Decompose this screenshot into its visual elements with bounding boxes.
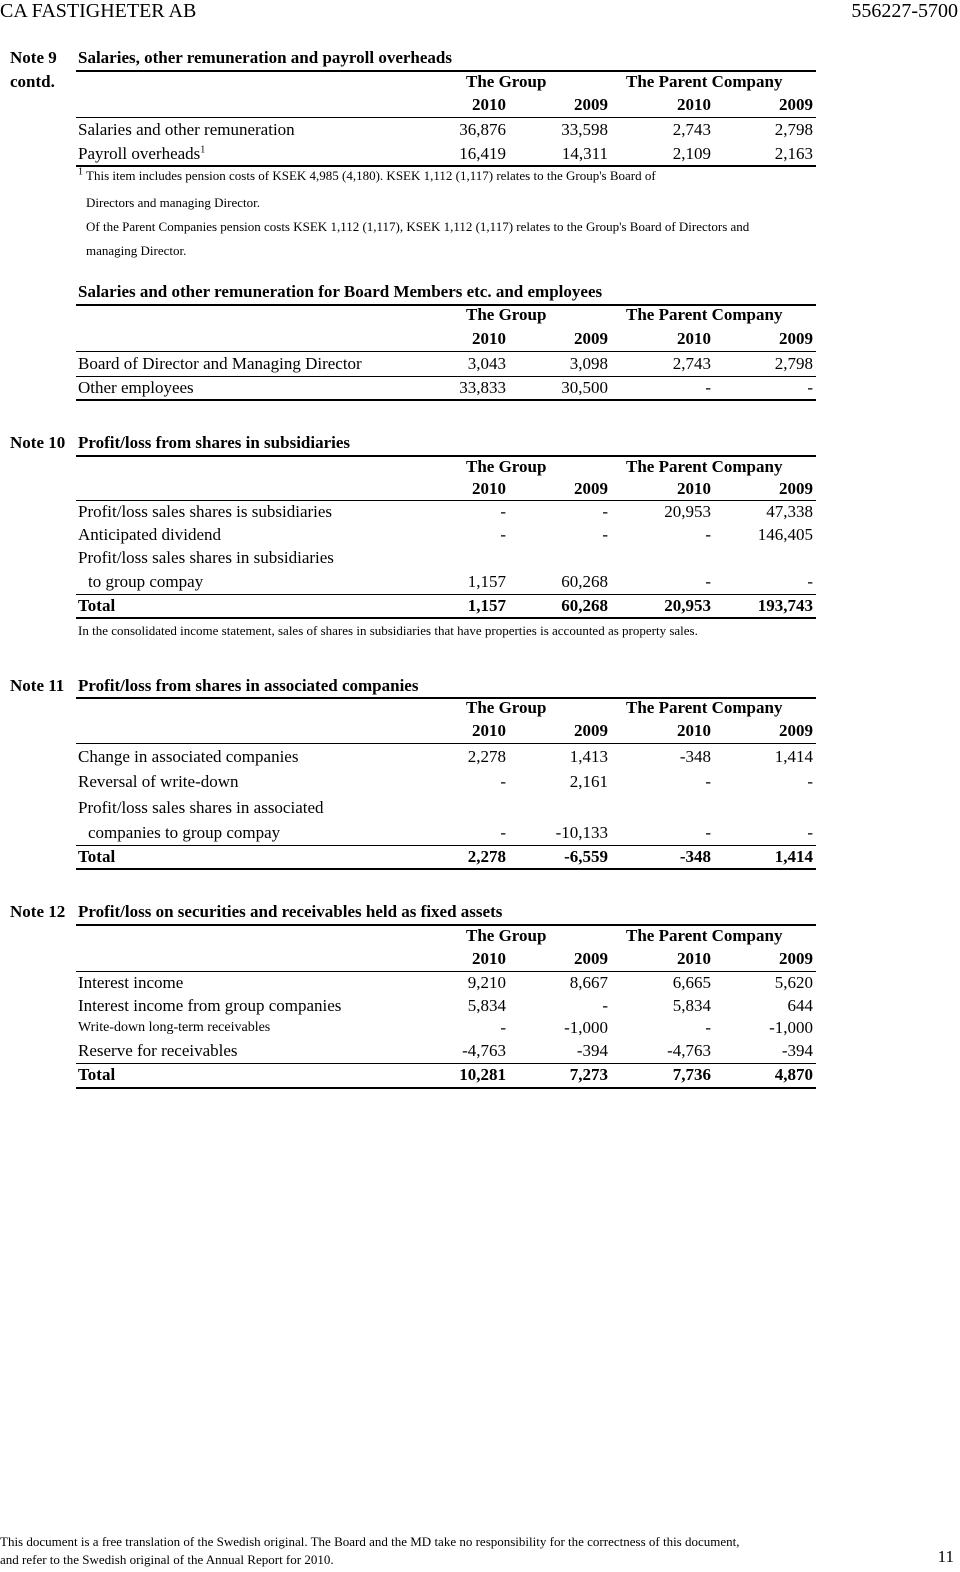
note11-row1-v4: 1,414 [774, 747, 813, 766]
footer-disclaimer-2: and refer to the Swedish original of the Annual Report for 2010. [0, 1552, 334, 1567]
note12-row3-v4: -1,000 [769, 1018, 813, 1037]
note10-hdr-2009b: 2009 [779, 479, 813, 498]
note11-row4-v3: - [705, 823, 711, 842]
note10-total-v1: 1,157 [467, 596, 506, 615]
note12-row2-v1: 5,834 [467, 996, 506, 1015]
note10-row1-v1: - [500, 502, 506, 521]
note12-row4-v4: -394 [781, 1041, 813, 1060]
note12-total-rule [76, 1063, 816, 1064]
footnote-2: Of the Parent Companies pension costs KSEK 1,112 (1,117), KSEK 1,112 (1,117) relates to the Group's Board of Directors and [86, 219, 750, 234]
page-number: 11 [937, 1547, 954, 1566]
note10-row3-label: Profit/loss sales shares in subsidiaries [78, 548, 334, 567]
note10-row2-v1: - [500, 525, 506, 544]
note11-row2-label: Reversal of write-down [78, 772, 239, 791]
note10-footnote: In the consolidated income statement, sales of shares in subsidiaries that have properties is accounted as property sales. [78, 623, 698, 638]
note10-row2-v4: 146,405 [757, 525, 813, 544]
note12-hdr-2010a: 2010 [472, 949, 506, 968]
note10-total-rule [76, 594, 816, 595]
note9-sub-bottom-rule [76, 399, 816, 401]
note10-row1-v2: - [602, 502, 608, 521]
note11-bottom-rule [76, 868, 816, 870]
note11-title: Profit/loss from shares in associated companies [78, 676, 419, 695]
note9-hdr-2009b: 2009 [779, 95, 813, 114]
note11-total-v3: -348 [679, 847, 711, 866]
note11-row1-v3: -348 [679, 747, 711, 766]
note9-row2-v4: 2,163 [774, 144, 813, 163]
note9-hdr-2010a: 2010 [472, 95, 506, 114]
note11-row4-v1: - [500, 823, 506, 842]
note9-bottom-rule [76, 165, 816, 167]
note11-row4-v2: -10,133 [555, 823, 608, 842]
note12-row2-v3: 5,834 [672, 996, 711, 1015]
note11-row2-v1: - [500, 772, 506, 791]
note10-row4-v2: 60,268 [561, 572, 608, 591]
note11-total-label: Total [78, 847, 116, 866]
note11-hdr-rule [76, 743, 816, 744]
note9-row2-v2: 14,311 [561, 144, 608, 163]
org-number: 556227-5700 [851, 0, 958, 22]
note9-row1-v2: 33,598 [561, 120, 608, 139]
note9-sub-row-rule [76, 376, 816, 377]
note10-row4-v1: 1,157 [467, 572, 506, 591]
note9-row1-v4: 2,798 [774, 120, 813, 139]
note12-row2-label: Interest income from group companies [78, 996, 342, 1015]
note9-hdr-2010b: 2010 [677, 95, 711, 114]
note10-total-label: Total [78, 596, 116, 615]
note12-row4-v2: -394 [576, 1041, 608, 1060]
note11-hdr-2009a: 2009 [574, 721, 608, 740]
footnote-1: $^1$ This item includes pension costs of KSEK 4,985 (4,180). KSEK 1,112 (1,117) relates to the Group's Board of [78, 166, 656, 183]
note12-row4-label: Reserve for receivables [78, 1041, 238, 1060]
note9-hdr-parent: The Parent Company [626, 72, 783, 91]
note12-row1-v4: 5,620 [774, 973, 813, 992]
note10-hdr-rule [76, 500, 816, 501]
note12-hdr-2009a: 2009 [574, 949, 608, 968]
note10-row1-label: Profit/loss sales shares is subsidiaries [78, 502, 333, 521]
note11-total-v4: 1,414 [774, 847, 813, 866]
note9-sub-row2-label: Other employees [78, 378, 194, 397]
note11-row1-v2: 1,413 [569, 747, 608, 766]
note9-row2-label: Payroll overheads$^1$ [78, 144, 206, 163]
note12-row4-v1: -4,763 [462, 1041, 506, 1060]
note10-row2-label: Anticipated dividend [78, 525, 222, 544]
note9-sub-row1-v1: 3,043 [467, 354, 506, 373]
note9-hdr-group: The Group [466, 72, 547, 91]
note11-hdr-group: The Group [466, 698, 547, 717]
note9-sub-row2-v1: 33,833 [459, 378, 506, 397]
note9-row1-label: Salaries and other remuneration [78, 120, 295, 139]
note9-sub-hdr-2009a: 2009 [574, 329, 608, 348]
note10-row1-v3: 20,953 [664, 502, 711, 521]
note11-row2-v2: 2,161 [569, 772, 608, 791]
note12-row1-v2: 8,667 [569, 973, 608, 992]
note11-row3-label: Profit/loss sales shares in associated [78, 798, 324, 817]
note9-sub-row1-v2: 3,098 [569, 354, 608, 373]
note11-total-v1: 2,278 [467, 847, 506, 866]
note10-bottom-rule [76, 617, 816, 619]
note10-row1-v4: 47,338 [766, 502, 813, 521]
note12-total-v2: 7,273 [569, 1065, 608, 1084]
note9-contd: contd. [10, 72, 55, 91]
note12-total-v3: 7,736 [672, 1065, 711, 1084]
note10-hdr-parent: The Parent Company [626, 457, 783, 476]
note11-row2-v3: - [705, 772, 711, 791]
note9-row2-v3: 2,109 [672, 144, 711, 163]
note9-label: Note 9 [10, 48, 57, 67]
footer-disclaimer-1: This document is a free translation of the Swedish original. The Board and the MD take no responsibility for the correctness of this document, [0, 1534, 740, 1549]
note10-total-v3: 20,953 [664, 596, 711, 615]
note10-total-v2: 60,268 [561, 596, 608, 615]
note12-row1-v3: 6,665 [672, 973, 711, 992]
note12-bottom-rule [76, 1087, 816, 1089]
note12-row2-v2: - [602, 996, 608, 1015]
note12-row3-v2: -1,000 [564, 1018, 608, 1037]
note10-row2-v3: - [705, 525, 711, 544]
note11-hdr-parent: The Parent Company [626, 698, 783, 717]
note10-label: Note 10 [10, 433, 66, 452]
note9-sub-hdr-rule [76, 351, 816, 352]
note12-total-label: Total [78, 1065, 116, 1084]
footnote-2-cont: managing Director. [86, 243, 187, 258]
note10-hdr-group: The Group [466, 457, 547, 476]
note10-total-v4: 193,743 [757, 596, 813, 615]
note10-row4-v4: - [807, 572, 813, 591]
note9-row1-v1: 36,876 [459, 120, 506, 139]
note10-hdr-2009a: 2009 [574, 479, 608, 498]
company-name: CA FASTIGHETER AB [0, 0, 197, 22]
note12-label: Note 12 [10, 902, 66, 921]
note9-sub-hdr-2010a: 2010 [472, 329, 506, 348]
note9-title: Salaries, other remuneration and payroll overheads [78, 48, 452, 67]
note10-row4-v3: - [705, 572, 711, 591]
note12-row4-v3: -4,763 [667, 1041, 711, 1060]
note11-row2-v4: - [807, 772, 813, 791]
note9-row1-v3: 2,743 [672, 120, 711, 139]
footnote-1-cont: Directors and managing Director. [86, 195, 260, 210]
note11-total-v2: -6,559 [564, 847, 608, 866]
note10-row2-v2: - [602, 525, 608, 544]
note9-sub-title: Salaries and other remuneration for Board Members etc. and employees [78, 282, 603, 301]
note11-hdr-2010b: 2010 [677, 721, 711, 740]
note12-title: Profit/loss on securities and receivables held as fixed assets [78, 902, 503, 921]
note9-row2-v1: 16,419 [459, 144, 506, 163]
note9-sub-row1-v3: 2,743 [672, 354, 711, 373]
footnote-ref: 1 [200, 144, 206, 156]
note12-row3-v3: - [705, 1018, 711, 1037]
note12-total-v4: 4,870 [774, 1065, 813, 1084]
note10-hdr-2010b: 2010 [677, 479, 711, 498]
note12-row1-v1: 9,210 [467, 973, 506, 992]
note9-sub-hdr-2010b: 2010 [677, 329, 711, 348]
note12-hdr-2010b: 2010 [677, 949, 711, 968]
note12-row2-v4: 644 [787, 996, 813, 1015]
note10-title: Profit/loss from shares in subsidiaries [78, 433, 351, 452]
note9-sub-hdr-group: The Group [466, 305, 547, 324]
note11-row4-v4: - [807, 823, 813, 842]
note12-row3-label: Write-down long-term receivables [78, 1020, 271, 1035]
note10-hdr-2010a: 2010 [472, 479, 506, 498]
note9-hdr-2009a: 2009 [574, 95, 608, 114]
note9-sub-row1-v4: 2,798 [774, 354, 813, 373]
note9-sub-row2-v3: - [705, 378, 711, 397]
note12-row1-label: Interest income [78, 973, 184, 992]
note9-sub-row1-label: Board of Director and Managing Director [78, 354, 362, 373]
note11-total-rule [76, 845, 816, 846]
note10-row4-label: to group compay [88, 572, 204, 591]
note12-hdr-2009b: 2009 [779, 949, 813, 968]
note11-row1-label: Change in associated companies [78, 747, 299, 766]
note12-hdr-parent: The Parent Company [626, 926, 783, 945]
note9-sub-hdr-parent: The Parent Company [626, 305, 783, 324]
note11-hdr-2009b: 2009 [779, 721, 813, 740]
note9-sub-row2-v4: - [807, 378, 813, 397]
note12-total-v1: 10,281 [459, 1065, 506, 1084]
note11-row4-label: companies to group compay [88, 823, 281, 842]
note9-sub-row2-v2: 30,500 [561, 378, 608, 397]
note11-row1-v1: 2,278 [467, 747, 506, 766]
note12-hdr-group: The Group [466, 926, 547, 945]
note12-row3-v1: - [500, 1018, 506, 1037]
note9-hdr-rule [76, 117, 816, 118]
note9-sub-hdr-2009b: 2009 [779, 329, 813, 348]
note11-label: Note 11 [10, 676, 65, 695]
note12-hdr-rule [76, 971, 816, 972]
note11-hdr-2010a: 2010 [472, 721, 506, 740]
